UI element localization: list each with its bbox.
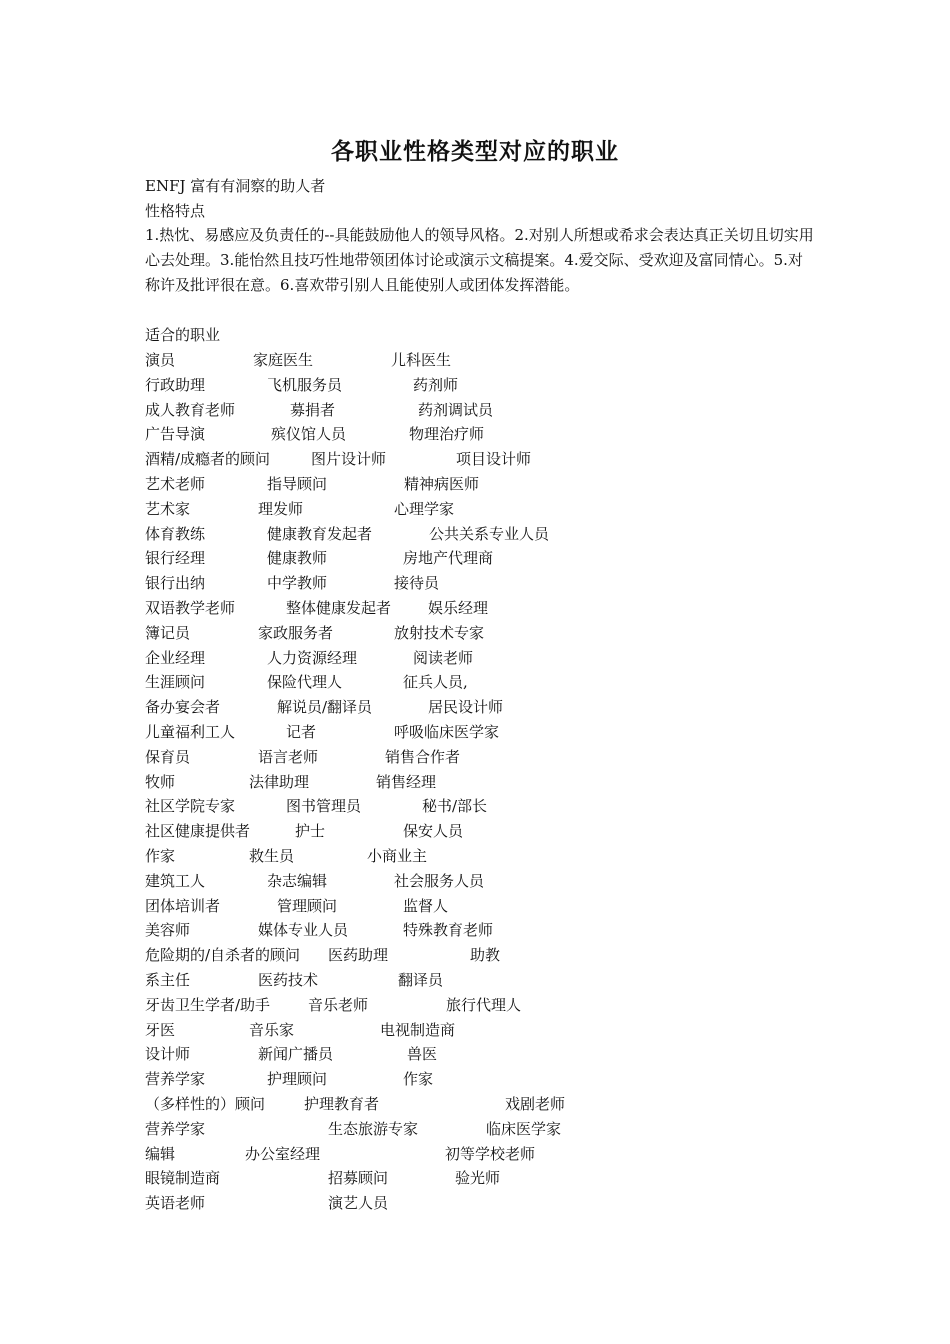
job-cell: 作家 <box>403 1070 434 1089</box>
job-cell: 记者 <box>286 723 317 741</box>
job-cell: 音乐老师 <box>308 995 369 1014</box>
job-cell: 销售合作者 <box>385 747 461 766</box>
traits-paragraph: 1.热忱、易感应及负责任的--具能鼓励他人的领导风格。2.对别人所想或希求会表达真正关切且切实用心去处理。3.能怡然且技巧性地带领团体讨论或演示文稿提案。4.爱交际、受欢迎及富同情心。5.对称许及批评很在意。6.喜欢带引别人且能使别人或团体发挥潜能。 <box>145 226 814 294</box>
job-cell: 药剂调试员 <box>418 400 494 419</box>
job-cell: 娱乐经理 <box>428 599 489 617</box>
job-cell: 药剂师 <box>413 375 459 394</box>
job-cell: 媒体专业人员 <box>258 921 349 940</box>
job-cell: 保安人员 <box>403 822 464 841</box>
job-cell: 征兵人员, <box>403 673 468 692</box>
job-cell: 杂志编辑 <box>267 871 328 890</box>
document-title: 各职业性格类型对应的职业 <box>331 138 619 165</box>
job-cell: 艺术家 <box>145 499 191 518</box>
job-cell: 生涯顾问 <box>145 673 206 692</box>
job-cell: 理发师 <box>258 499 304 518</box>
job-row <box>145 646 825 671</box>
job-row <box>145 1142 825 1167</box>
job-cell: 银行经理 <box>145 549 206 568</box>
job-cell: 医药助理 <box>328 946 389 965</box>
job-cell: 成人教育老师 <box>145 400 236 419</box>
job-cell: 临床医学家 <box>486 1119 562 1138</box>
job-cell: 美容师 <box>145 921 191 940</box>
job-cell: 旅行代理人 <box>446 995 522 1014</box>
job-row <box>145 1067 825 1092</box>
job-cell: 助教 <box>470 946 501 965</box>
job-cell: 演员 <box>145 351 176 369</box>
job-row <box>145 670 825 695</box>
job-row <box>145 869 825 894</box>
job-cell: 团体培训者 <box>145 896 221 915</box>
job-row <box>145 1018 825 1043</box>
job-cell: 营养学家 <box>145 1070 206 1089</box>
job-cell: 呼吸临床医学家 <box>394 723 500 741</box>
job-cell: 演艺人员 <box>328 1194 389 1213</box>
job-row <box>145 596 825 621</box>
job-cell: 戏剧老师 <box>505 1095 566 1113</box>
job-cell: 银行出纳 <box>145 574 206 593</box>
job-row <box>145 1166 825 1191</box>
job-row <box>145 1092 825 1117</box>
job-cell: 飞机服务员 <box>267 375 343 394</box>
job-cell: 图书管理员 <box>286 797 362 816</box>
job-row <box>145 522 825 547</box>
job-cell: 公共关系专业人员 <box>429 524 550 543</box>
job-cell: 簿记员 <box>145 623 191 642</box>
job-cell: 行政助理 <box>145 375 206 394</box>
job-cell: 健康教育发起者 <box>267 524 373 543</box>
job-row <box>145 621 825 646</box>
job-row <box>145 968 825 993</box>
job-cell: 初等学校老师 <box>445 1144 536 1163</box>
job-cell: 艺术老师 <box>145 475 206 493</box>
job-cell: 接待员 <box>394 574 440 593</box>
job-cell: （多样性的）顾问 <box>145 1095 266 1113</box>
job-row <box>145 695 825 720</box>
job-cell: 社区学院专家 <box>145 797 236 816</box>
job-cell: 设计师 <box>145 1045 191 1064</box>
job-cell: 保育员 <box>145 747 191 766</box>
type-heading: ENFJ 富有有洞察的助人者 <box>145 177 326 195</box>
job-cell: 电视制造商 <box>380 1020 456 1039</box>
job-cell: 牧师 <box>145 772 176 791</box>
job-cell: 牙齿卫生学者/助手 <box>145 995 271 1014</box>
job-cell: 法律助理 <box>249 772 310 791</box>
job-cell: 救生员 <box>249 847 295 865</box>
job-cell: 音乐家 <box>249 1020 295 1039</box>
job-cell: 监督人 <box>403 896 449 915</box>
job-cell: 企业经理 <box>145 648 206 667</box>
job-cell: 护士 <box>295 822 326 841</box>
job-cell: 管理顾问 <box>277 896 338 915</box>
job-row <box>145 943 825 968</box>
job-row <box>145 993 825 1018</box>
job-row <box>145 819 825 844</box>
job-row <box>145 422 825 447</box>
job-row <box>145 1042 825 1067</box>
job-cell: 作家 <box>145 847 176 865</box>
job-row <box>145 844 825 869</box>
job-row <box>145 894 825 919</box>
job-cell: 广告导演 <box>145 425 206 444</box>
job-row <box>145 571 825 596</box>
job-cell: 体育教练 <box>145 524 206 543</box>
job-cell: 解说员/翻译员 <box>277 698 373 717</box>
job-cell: 语言老师 <box>258 747 319 766</box>
job-row <box>145 447 825 472</box>
job-row <box>145 398 825 423</box>
job-cell: 护理教育者 <box>304 1095 380 1113</box>
job-cell: 新闻广播员 <box>258 1045 334 1064</box>
traits-heading: 性格特点 <box>145 202 206 220</box>
job-cell: 指导顾问 <box>267 475 328 493</box>
job-cell: 系主任 <box>145 971 191 989</box>
job-cell: 人力资源经理 <box>267 648 358 667</box>
job-cell: 酒精/成瘾者的顾问 <box>145 450 271 469</box>
job-row <box>145 373 825 398</box>
job-row <box>145 918 825 943</box>
job-cell: 护理顾问 <box>267 1070 328 1089</box>
job-cell: 双语教学老师 <box>145 599 236 617</box>
job-cell: 危险期的/自杀者的顾问 <box>145 946 301 965</box>
jobs-heading: 适合的职业 <box>145 326 221 344</box>
job-cell: 翻译员 <box>398 971 444 989</box>
job-cell: 放射技术专家 <box>394 623 485 642</box>
job-cell: 阅读老师 <box>413 648 474 667</box>
job-cell: 精神病医师 <box>404 475 480 493</box>
job-cell: 营养学家 <box>145 1119 206 1138</box>
job-cell: 项目设计师 <box>456 450 532 469</box>
job-cell: 整体健康发起者 <box>286 599 392 617</box>
job-cell: 备办宴会者 <box>145 698 221 717</box>
job-row <box>145 745 825 770</box>
job-cell: 心理学家 <box>394 499 455 518</box>
job-row <box>145 348 825 373</box>
job-cell: 编辑 <box>145 1144 176 1163</box>
job-cell: 家庭医生 <box>253 351 314 369</box>
job-cell: 特殊教育老师 <box>403 921 494 940</box>
job-cell: 生态旅游专家 <box>328 1119 419 1138</box>
job-row <box>145 720 825 745</box>
job-cell: 办公室经理 <box>245 1144 321 1163</box>
job-cell: 健康教师 <box>267 549 328 568</box>
job-cell: 房地产代理商 <box>403 549 494 568</box>
job-cell: 募捐者 <box>290 400 336 419</box>
job-cell: 儿童福利工人 <box>145 723 236 741</box>
job-cell: 殡仪馆人员 <box>271 425 347 444</box>
job-cell: 居民设计师 <box>428 698 504 717</box>
job-cell: 销售经理 <box>376 772 437 791</box>
job-row <box>145 546 825 571</box>
job-cell: 社会服务人员 <box>394 871 485 890</box>
job-row <box>145 1191 825 1216</box>
job-cell: 验光师 <box>455 1169 501 1188</box>
job-row <box>145 472 825 497</box>
job-cell: 家政服务者 <box>258 623 334 642</box>
job-cell: 牙医 <box>145 1020 176 1039</box>
job-cell: 招募顾问 <box>328 1169 389 1188</box>
job-row <box>145 497 825 522</box>
job-cell: 物理治疗师 <box>409 425 485 444</box>
job-cell: 保险代理人 <box>267 673 343 692</box>
job-cell: 建筑工人 <box>145 871 206 890</box>
job-cell: 眼镜制造商 <box>145 1169 221 1188</box>
job-row <box>145 770 825 795</box>
job-cell: 社区健康提供者 <box>145 822 251 841</box>
job-row <box>145 1117 825 1142</box>
job-cell: 中学教师 <box>267 574 328 593</box>
job-row <box>145 794 825 819</box>
job-cell: 英语老师 <box>145 1194 206 1213</box>
job-cell: 小商业主 <box>367 847 428 865</box>
job-cell: 儿科医生 <box>391 351 452 369</box>
job-cell: 秘书/部长 <box>422 797 488 816</box>
job-cell: 兽医 <box>407 1045 438 1064</box>
job-cell: 图片设计师 <box>311 450 387 469</box>
job-cell: 医药技术 <box>258 971 319 989</box>
